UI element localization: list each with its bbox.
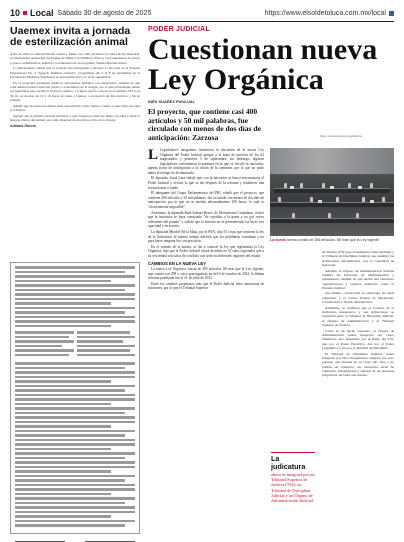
- notice-line: [15, 289, 125, 292]
- caption-text: norma consta de 385 artículos, 86 más que la Ley vigente: [286, 238, 379, 242]
- facebook-icon: [389, 11, 394, 16]
- notice-line: [15, 280, 111, 283]
- notice-line: [15, 448, 111, 451]
- subheading: CAMBIOS EN LA NUEVA LEY: [148, 260, 207, 266]
- paragraph: de Justicia (TSJ) que actualmente existe dividido y el Tribunal de Disciplina Judicial, que asumirá las atribuciones disciplinarias, con la capacidad de funcionar.: [322, 250, 394, 268]
- left-story-body: [10, 52, 140, 128]
- left-story-headline: Uaemex invita a jornada de esterilización animal: [10, 25, 131, 48]
- caption-label: La nueva: [270, 238, 286, 242]
- left-story-byline: Adriana García: [10, 123, 36, 128]
- notice-line: [15, 275, 135, 278]
- left-story: [10, 26, 140, 128]
- notice-line: [15, 502, 125, 505]
- notice-line: [15, 302, 111, 305]
- notice-line: [15, 298, 135, 301]
- paragraph: El Tribunal de Disciplina Judicial, estará integrado por cinco magistrados, elegidos por voto popular, que durarán en su cargo seis años y no podrán ser reelectos, sus funciones serán de vigilancia, investigación y sanción de las personas juzgadoras, de todos sus niveles.: [322, 351, 394, 378]
- photo-wall: [270, 148, 394, 174]
- story-deck: El proyecto, que contiene casi 400 artículos y 50 mil palabras, fue circulado con menos de dos días de anticipación: Zarzosa: [148, 107, 261, 142]
- issue-date: Sábado 30 de agosto de 2025: [57, 9, 152, 17]
- notice-line: [15, 443, 135, 446]
- notice-line: [15, 439, 135, 442]
- paragraph: En el sentido de la norma, se dio a conocer la ley que reglamenta la Ley Orgánica, dijo que el Poder Judicial estará dividido en 55 salas regionales que a su vez tendrá seis salas de conflicto con sede en diferentes regiones del estado.: [148, 244, 264, 258]
- story-author: INÉS SUÁREZ PASCUAL: [148, 99, 196, 104]
- paragraph: El diputado Josué Lara señaló que con la iniciativa se busca reestructurar el Poder Judicial y revisar lo que se dio después de la reforma y establecer una revisión más a fondo.: [148, 176, 264, 190]
- paragraph: Entre los cambios propuestos más que el Poder Judicial tiene autonomía de funciones, por lo que el Tribunal Superior: [148, 281, 264, 291]
- photo-caption: [270, 238, 394, 242]
- pull-quote-text: ahora se integrará por un Tribunal Superior de Justicia (TSJ), un Tribunal de Disciplina Judicial y un Órgano de Administración Judicial: [271, 472, 315, 504]
- notice-line: [15, 425, 111, 428]
- paragraph: Agregó que la primera jornada será libre y que la mascota debe ser mayor de edad y saber la historia clínica del animal, así como disponer de dos horas el día de la cirugía.: [10, 113, 140, 123]
- notice-line: [15, 311, 125, 314]
- signature-block: [15, 533, 65, 542]
- notice-line: [15, 307, 135, 310]
- notice-line: [15, 412, 125, 415]
- notice-line: [15, 524, 125, 527]
- notice-line: [15, 452, 135, 455]
- paragraph: La universitaria, refirió que la jornada está incluyendo a llevarse a cabo este en la Escuela Preparatoria No. 4 "Ignacio Ramírez Calzada", programada del 2 al 8 de septiembre en la Facultad de Medicina Veterinaria se desarrollará del 2 al 12 de septiembre.: [10, 66, 140, 79]
- story-column-mid: [271, 250, 317, 256]
- notice-line: [15, 515, 111, 518]
- paragraph: En el programa participan médicos veterinarios titulados con experiencia, además de que cada animal recibirá atención previa y al momento de la cirugía, por lo que previamente deben ser agendados para recibir el servicio; registro: 1) checar precio colocar en el teléfono 722 2-14 56 16, en horario de 10 a 14 horas de lunes a viernes, a excepción de días festivos y fin de semana.: [10, 80, 140, 102]
- notice-signatures: [15, 533, 135, 542]
- site-url-text[interactable]: https://www.elsoldetoluca.com.mx/local: [264, 9, 386, 17]
- notice-line: [15, 457, 125, 460]
- notice-line: [15, 416, 135, 419]
- notice-line: [15, 434, 125, 437]
- notice-line: [15, 325, 111, 328]
- notice-line: [15, 466, 135, 469]
- notice-line: [15, 376, 135, 379]
- main-story: [148, 26, 394, 142]
- drop-cap: L: [148, 147, 159, 163]
- notice-line: [15, 320, 135, 323]
- notice-line: [15, 398, 135, 401]
- photo-desk: [270, 202, 394, 207]
- signature-block: [85, 533, 135, 542]
- notice-line: [15, 284, 135, 287]
- story-headline: Cuestionan nueva Ley Orgánica: [148, 33, 378, 96]
- notice-line: [15, 520, 135, 523]
- section-name: Local: [30, 8, 54, 18]
- photo-desk: [270, 218, 394, 223]
- notice-line: [15, 362, 135, 365]
- paragraph: La diputada Mirabel Silva Mata, por el PAN, dijo 55 cosas que contiene la ley de la Judicatura, al mismo tiempo advirtió que los problemas continúan y no para hacer ninguna ley con precisión.: [148, 230, 264, 244]
- notice-table: [15, 331, 135, 358]
- pull-quote-title: La judicatura: [271, 454, 306, 471]
- paragraph: Asimismo, la diputada Ruth Salinas Reyes, de Movimiento Ciudadano, criticó que la iniciativa se haya construido "de espaldas a la gente y no por voces relevantes del pasado" y señaló que la historia no es pretendiendo las leyes con opacidad y en secreto.: [148, 210, 264, 229]
- notice-line: [15, 430, 135, 433]
- page-number: 10: [10, 8, 21, 18]
- paragraph: Además, el Órgano de Administración Judicial asumirá las funciones de administración y presupuesto, además de que tendrá una estructura organizacional y órganos auxiliares como la Escuela Judicial.: [322, 268, 394, 290]
- site-url[interactable]: [265, 10, 394, 17]
- notice-line: [15, 421, 135, 424]
- notice-line: [15, 488, 135, 491]
- notice-line: [15, 293, 135, 296]
- photo-credit: Foto: protesta de la Legislatura: [320, 134, 362, 138]
- story-column-1: [148, 148, 264, 292]
- story-kicker: PODER JUDICIAL: [148, 26, 210, 33]
- paragraph: La nueva Ley Orgánica consta de 385 artículos, 86 más que la Ley vigente, que cuenta con 299 y cinco prerrogativas en del 6 de octubre de 2022, la última reforma publicada fue el 21 de julio de 2022.: [148, 267, 264, 281]
- notice-line: [15, 475, 135, 478]
- story-column-2: [322, 250, 394, 379]
- paragraph: Añadió que las mascotas deben tener una edad de cuatro meses a cuatro o siete años, de edad y el 8 kilos.: [10, 103, 140, 113]
- notice-line: [15, 394, 135, 397]
- notice-line: [15, 380, 111, 383]
- notice-line: [15, 479, 125, 482]
- notice-line: [15, 461, 135, 464]
- paragraph: El integrante del Grupo Parlamentario del PRI, señaló que el proyecto, que contiene 400 artículos y 50 mil palabras, fue circulado con menos de dos días de anticipación, por lo que no se analizó adecuadamente 200 horas, lo cual es "técnicamente imposible".: [148, 191, 264, 209]
- paragraph: Asimismo, se establece que el Consejo de la Judicatura desaparece, y sus atribuciones se repartirán entre el Tribunal de Disciplina Judicial, el Órgano de Administración y el Tribunal Superior de Justicia.: [322, 305, 394, 328]
- notice-line: [15, 271, 125, 274]
- legal-notice: [10, 262, 140, 534]
- pull-quote: [271, 452, 315, 503]
- notice-line: [15, 389, 125, 392]
- notice-line: [15, 371, 135, 374]
- section-marker: [23, 11, 27, 15]
- page-header: [10, 6, 394, 20]
- paragraph: A fin de evitar la sobrepoblación canina y felina, así como promover la salud de las mascotas, la Universidad Autónoma del Estado de México (UAEMex) invita a los propietarios de perros y gatos a esterilizarlos, señaló la coordinadora de su programa, Susana Morales Ibarra.: [10, 52, 140, 65]
- paragraph: [271, 250, 317, 254]
- notice-line: [15, 367, 125, 370]
- notice-line: [15, 403, 111, 406]
- notice-line: [15, 497, 135, 500]
- notice-line: [15, 266, 135, 269]
- notice-line: [15, 484, 135, 487]
- pull-quote-rule: [271, 452, 315, 453]
- notice-line: [15, 407, 135, 410]
- notice-line: [15, 511, 135, 514]
- notice-line: [15, 385, 135, 388]
- notice-line: [15, 316, 135, 319]
- paragraph: Como es un hecho esperado, el Órgano de Administración estará integrado por cinco miembros: uno designado por el Pleno del TSJ, uno por el Poder Ejecutivo, dos por el Poder Legislativo y uno por el Tribunal de Disciplina.: [322, 328, 394, 350]
- paragraph: L Legisladores integrantes insistieron la discusión de la nueva Ley Orgánica del Poder Judicial porque a la toma de protesta de los 64 magistrados y primeros 5 de septiembre, sin embargo, algunos legisladores cuestionaron la premura en la que se circuló la iniciativa, apenas horas de anticipación a la sesión de la comisión, por lo que no pudo haber el tiempo de dictaminarlo.: [148, 147, 264, 175]
- notice-line: [15, 506, 135, 509]
- notice-line: [15, 493, 111, 496]
- paragraph: Así mismo, conservarán su estructura las salas regionales y el Centro Estatal de Mediación, Conciliación y Justicia Restaurativa.: [322, 291, 394, 305]
- legislature-photo: [270, 148, 394, 236]
- notice-line: [15, 470, 111, 473]
- header-rule: [10, 21, 394, 22]
